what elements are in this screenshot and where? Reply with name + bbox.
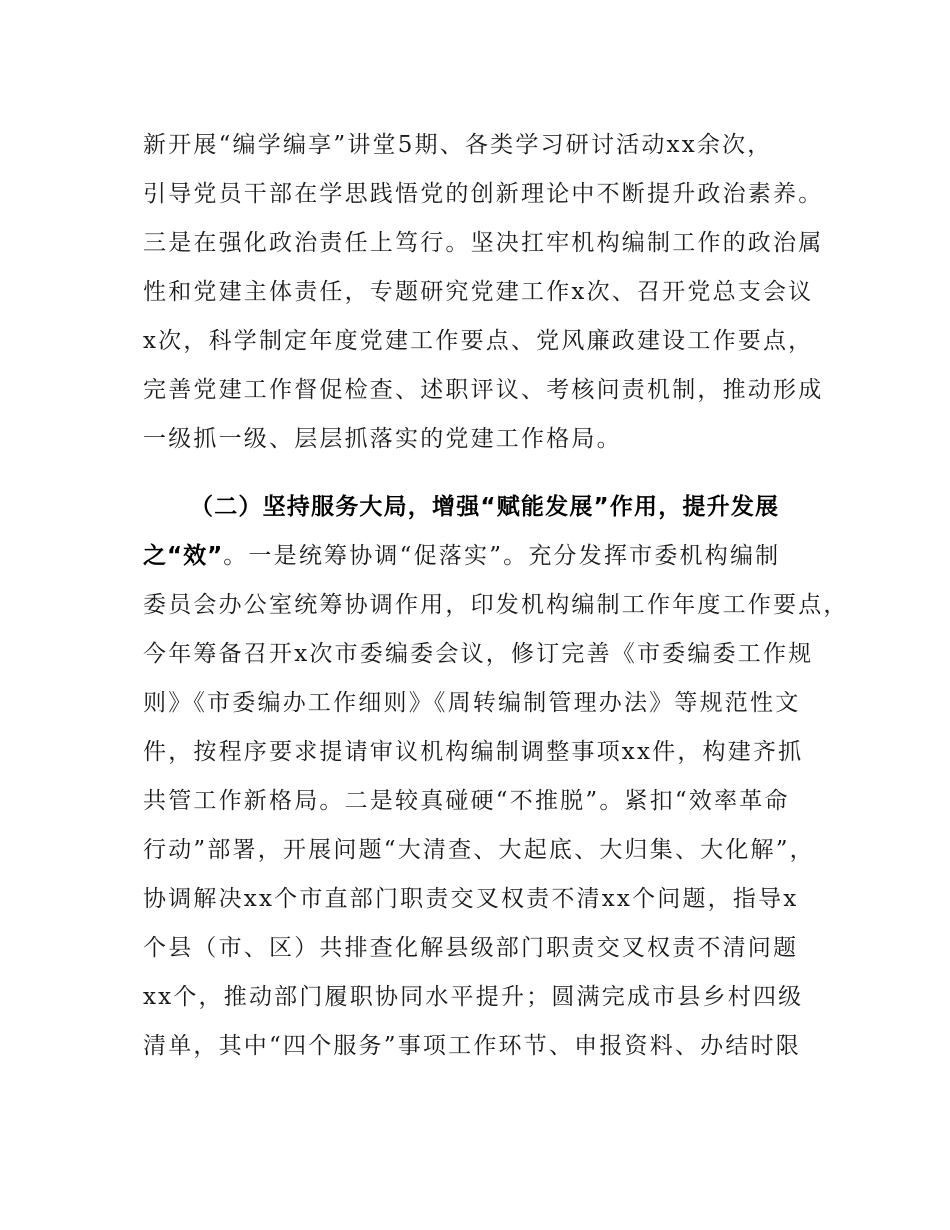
text-line: 三是在强化政治责任上笃行。坚决扛牢机构编制工作的政治属 xyxy=(143,230,824,256)
text-line: 引导党员干部在学思践悟党的创新理论中不断提升政治素养。 xyxy=(143,181,824,207)
text-line: xx个，推动部门履职协同水平提升；圆满完成市县乡村四级 xyxy=(143,984,804,1010)
text-line: 个县（市、区）共排查化解县级部门职责交叉权责不清问题 xyxy=(143,935,799,961)
text-line: 性和党建主体责任，专题研究党建工作x次、召开党总支会议 xyxy=(143,279,814,305)
text-line: 一级抓一级、层层抓落实的党建工作格局。 xyxy=(143,426,622,452)
text-line xyxy=(143,536,823,576)
text-line: 件，按程序要求提请审议机构编制调整事项xx件，构建齐抓 xyxy=(143,739,804,765)
text-line: 完善党建工作督促检查、述职评议、考核问责机制，推动形成 xyxy=(143,377,824,403)
text-run: 。一是统筹协调“促落实”。充分发挥市委机构编制 xyxy=(223,543,781,569)
text-line: 则》《市委编办工作细则》《周转编制管理办法》等规范性文 xyxy=(143,690,801,716)
text-line: 今年筹备召开x次市委编委会议，修订完善《市委编委工作规 xyxy=(143,641,814,667)
text-line: 共管工作新格局。二是较真碰硬“不推脱”。紧扣“效率革命 xyxy=(143,788,790,814)
text-line: x次，科学制定年度党建工作要点、党风廉政建设工作要点， xyxy=(143,328,814,354)
text-line: 委员会办公室统筹协调作用，印发机构编制工作年度工作要点， xyxy=(143,592,849,618)
section-heading-tail: 之“效” xyxy=(143,543,224,569)
text-line: 新开展“编学编享”讲堂5期、各类学习研讨活动xx余次， xyxy=(143,132,773,158)
text-line: 协调解决xx个市直部门职责交叉权责不清xx个问题，指导x xyxy=(143,886,799,912)
text-line: 行动”部署，开展问题“大清查、大起底、大归集、大化解”， xyxy=(143,837,815,863)
section-heading: （二）坚持服务大局，增强“赋能发展”作用，提升发展 xyxy=(190,494,780,520)
text-line: 清单，其中“四个服务”事项工作环节、申报资料、办结时限 xyxy=(143,1033,801,1059)
